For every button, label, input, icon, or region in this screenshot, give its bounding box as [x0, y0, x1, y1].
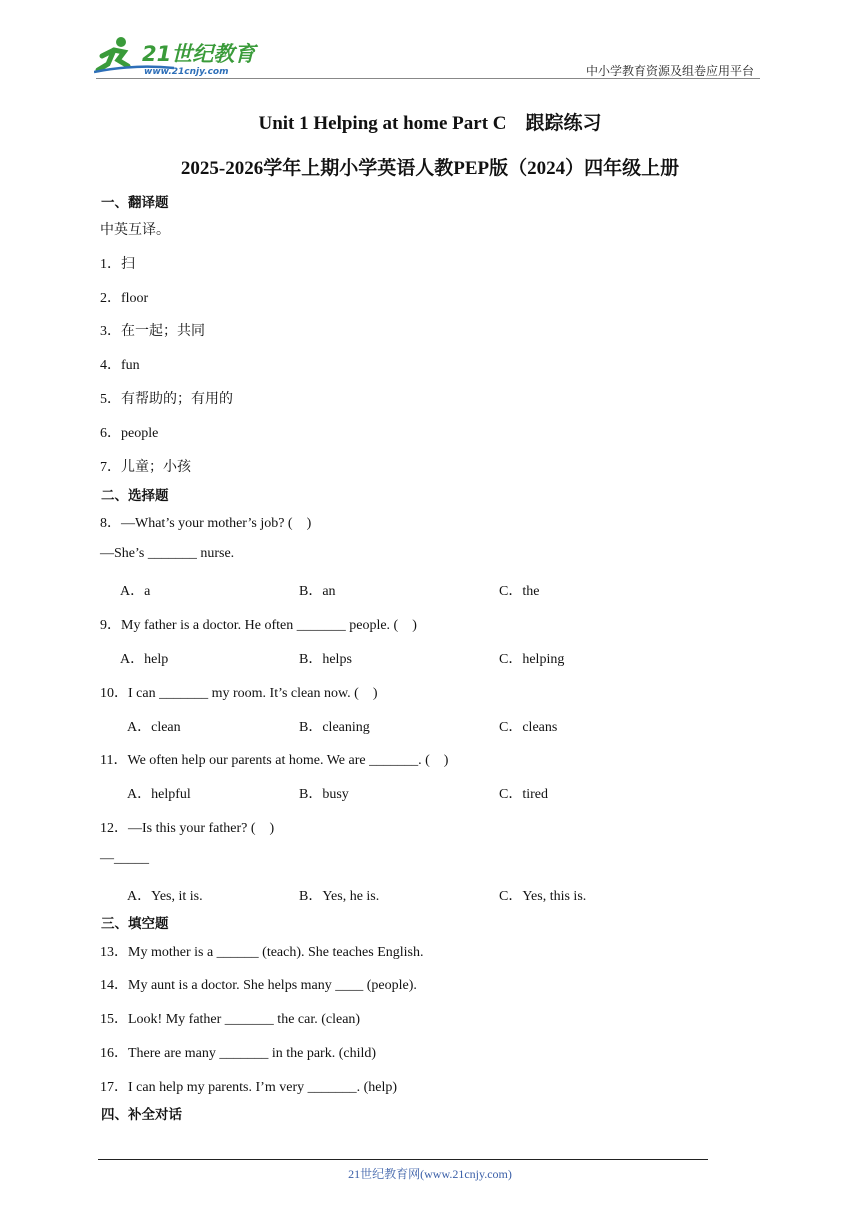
question-13: 13．My mother is a ______ (teach). She teaches English.	[100, 945, 424, 960]
option-c: C．helping	[499, 652, 565, 667]
option-a: A．a	[120, 584, 151, 599]
section-instruction: 中英互译。	[100, 223, 170, 238]
option-a: A．clean	[127, 720, 181, 735]
footer-link[interactable]: 21世纪教育网(www.21cnjy.com)	[348, 1167, 512, 1181]
question-4: 4．fun	[100, 358, 140, 373]
option-c: C．cleans	[499, 720, 558, 735]
question-17: 17．I can help my parents. I’m very _______. (help)	[100, 1080, 398, 1095]
question-6: 6．people	[100, 426, 159, 441]
footer-divider	[98, 1159, 708, 1160]
section-title-dialogue: 四、补全对话	[101, 1107, 182, 1123]
question-7: 7．儿童；小孩	[100, 460, 191, 475]
option-a: A．help	[120, 652, 169, 667]
question-15: 15．Look! My father _______ the car. (clean)	[100, 1012, 361, 1027]
option-b: B．Yes, he is.	[299, 889, 380, 904]
option-c: C．Yes, this is.	[499, 889, 587, 904]
page-subtitle: 2025-2026学年上期小学英语人教PEP版（2024）四年级上册	[180, 158, 680, 179]
question-2: 2．floor	[100, 291, 149, 306]
question-5: 5．有帮助的；有用的	[100, 392, 233, 407]
question-8-stem: 8．—What’s your mother’s job? ( )	[100, 516, 312, 531]
page-title: Unit 1 Helping at home Part C 跟踪练习	[258, 113, 602, 134]
question-14: 14．My aunt is a doctor. She helps many ____ (people).	[100, 978, 417, 993]
section-title-fill: 三、填空题	[101, 916, 169, 932]
svg-text:21世纪教育: 21世纪教育	[142, 42, 256, 66]
section-title-choice: 二、选择题	[101, 488, 169, 504]
question-12-stem: 12．—Is this your father? ( )	[100, 821, 275, 836]
option-b: B．helps	[299, 652, 352, 667]
question-8-line2: —She’s _______ nurse.	[100, 546, 235, 561]
question-11-stem: 11．We often help our parents at home. We are _______. ( )	[100, 753, 449, 768]
platform-name: 中小学教育资源及组卷应用平台	[585, 64, 754, 78]
question-16: 16．There are many _______ in the park. (child)	[100, 1046, 377, 1061]
site-logo	[94, 34, 264, 78]
question-10-stem: 10．I can _______ my room. It’s clean now. ( )	[100, 686, 378, 701]
svg-text:www.21cnjy.com: www.21cnjy.com	[144, 67, 229, 77]
option-c: C．the	[499, 584, 540, 599]
option-a: A．Yes, it is.	[127, 889, 203, 904]
header-divider	[96, 78, 760, 79]
option-b: B．busy	[299, 787, 349, 802]
option-c: C．tired	[499, 787, 548, 802]
question-1: 1．扫	[100, 257, 135, 272]
question-12-line2: —_____	[100, 851, 149, 866]
option-b: B．an	[299, 584, 336, 599]
section-title-translation: 一、翻译题	[101, 195, 169, 211]
question-3: 3．在一起；共同	[100, 324, 205, 339]
option-a: A．helpful	[127, 787, 191, 802]
question-9-stem: 9．My father is a doctor. He often _______ people. ( )	[100, 618, 417, 633]
option-b: B．cleaning	[299, 720, 370, 735]
